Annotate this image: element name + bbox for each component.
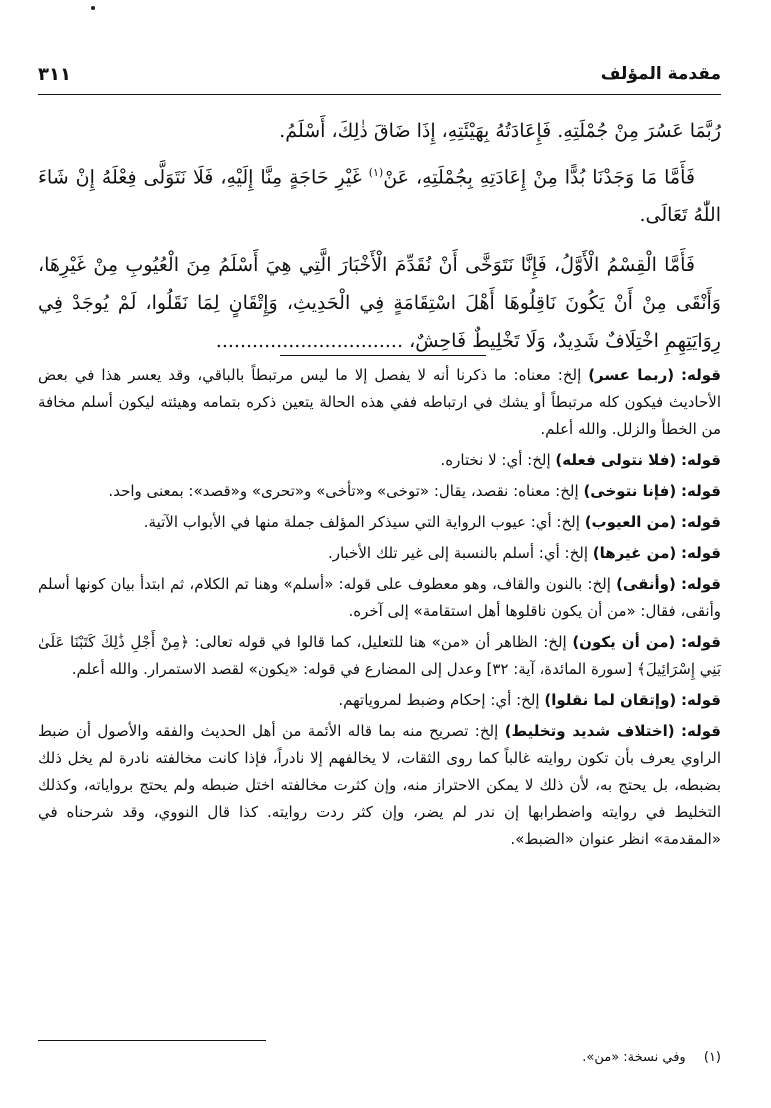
main-paragraph-2-end: غَيْرِ حَاجَةٍ مِنَّا إِلَيْهِ، فَلَا نَتَوَلَّى فِعْلَهُ إِنْ شَاءَ اللّٰهُ تَعَالَى. — [38, 166, 721, 227]
commentary-lemma: (وأنقى) — [616, 575, 676, 593]
main-paragraph-2-start: فَأَمَّا مَا وَجَدْنَا بُدًّا مِنْ إِعَادَتِهِ بِجُمْلَتِهِ، عَنْ — [383, 166, 695, 189]
commentary-lemma: (فلا نتولى فعله) — [555, 451, 677, 469]
main-paragraph-1: رُبَّمَا عَسُرَ مِنْ جُمْلَتِهِ. فَإِعَادَتُهُ بِهَيْئَتِهِ، إِذَا ضَاقَ ذٰلِكَ، أَسْلَمُ. — [279, 120, 721, 142]
commentary-lemma: (وإتقان لما نقلوا) — [544, 691, 677, 709]
commentary-text: إلخ: معناه: نقصد، يقال: «توخى» و«تأخى» و«تحرى» و«قصد»: بمعنى واحد. — [108, 482, 579, 500]
commentary-qawl: قوله: — [681, 366, 721, 384]
commentary-lemma: (اختلاف شديد وتخليط) — [504, 722, 675, 740]
commentary-qawl: قوله: — [681, 691, 721, 709]
commentary-text: إلخ: أي: إحكام وضبط لمروياتهم. — [338, 691, 540, 709]
commentary-item — [38, 718, 721, 853]
main-paragraph-3 — [38, 246, 721, 360]
commentary-item — [38, 362, 721, 443]
commentary-qawl: قوله: — [681, 513, 721, 531]
commentary-text: إلخ: أي: عيوب الرواية التي سيذكر المؤلف جملة منها في الأبواب الآتية. — [143, 513, 580, 531]
footnote-text: وفي نسخة: «من». — [582, 1050, 686, 1065]
commentary-lemma: (فإنا نتوخى) — [583, 482, 677, 500]
commentary-qawl: قوله: — [681, 482, 721, 500]
main-paragraph-2 — [38, 154, 721, 234]
commentary-item — [38, 571, 721, 625]
commentary-qawl: قوله: — [681, 451, 721, 469]
commentary-separator — [280, 355, 486, 356]
commentary-qawl: قوله: — [681, 722, 721, 740]
commentary-item — [38, 509, 721, 536]
commentary-text: إلخ: بالنون والقاف، وهو معطوف على قوله: «أسلم» وهنا تم الكلام، ثم ابتدأ بيان كونها أسلم وأنقى، فقال: «من أن يكون ناقلوها أهل استقامة» إلى آخره. — [38, 575, 721, 620]
commentary-qawl: قوله: — [681, 575, 721, 593]
commentary-lemma: (من العيوب) — [584, 513, 677, 531]
page-header — [38, 60, 721, 95]
commentary-lemma: (من غيرها) — [592, 544, 677, 562]
commentary-text: إلخ: تصريح منه بما قاله الأئمة من أهل الحديث والفقه والأصول أن ضبط الراوي يعرف بأن تكون روايته غالباً كما روى الثقات، لا يخالفهم إلا نادراً، فإذا كانت مخالفته نادرة لم يخل ذلك بضبطه، بل يحتج به، لأن ذلك لا يمكن الاحتراز منه، وإن كثرت مخالفته اختل ضبطه ولم يحتج برواياته، وكذلك التخليط في روايته واضطرابها إن ندر لم يضر، وإن كثر ردت روايته. كذا قال النووي، وقد شرحناه في «المقدمة» انظر عنوان «الضبط». — [38, 722, 721, 848]
commentary-text: إلخ: أي: لا نختاره. — [440, 451, 551, 469]
commentary-qawl: قوله: — [681, 544, 721, 562]
commentary-text: إلخ: معناه: ما ذكرنا أنه لا يفصل إلا ما ليس مرتبطاً بالباقي، وقد يعسر هذا في بعض الأحاديث فيكون كله مرتبطاً أو يشك في ارتباطه ففي هذه الحالة يتعين ذكره بتمامه وهيئته ليكون أسلم مخافة من الخطأ والزلل. والله أعلم. — [38, 366, 721, 438]
footnote-number: (١) — [703, 1050, 721, 1065]
commentary-text: إلخ: الظاهر أن «من» هنا للتعليل، كما قالوا في قوله تعالى: ﴿مِنْ أَجْلِ ذَٰلِكَ كَتَبْنَا عَلَىٰ بَنِي إِسْرَائِيلَ﴾ [سورة المائدة، آية: ٣٢] وعدل إلى المضارع في قوله: «يكون» لقصد الاستمرار. والله أعلم. — [38, 633, 721, 678]
main-paragraph-3-text: فَأَمَّا الْقِسْمُ الْأَوَّلُ، فَإِنَّا نَتَوَخَّى أَنْ نُقَدِّمَ الْأَخْبَارَ الَّتِي هِيَ أَسْلَمُ مِنَ الْعُيُوبِ مِنْ غَيْرِهَا، وَأَنْقَى مِنْ أَنْ يَكُونَ نَاقِلُوهَا أَهْلَ اسْتِقَامَةٍ فِي الْحَدِيثِ، وَإِتْقَانٍ لِمَا نَقَلُوا، لَمْ يُوجَدْ فِي رِوَايَتِهِمِ اخْتِلَافٌ شَدِيدٌ، وَلَا تَخْلِيطٌ فَاحِشٌ، — [38, 254, 721, 353]
commentary-item — [38, 687, 721, 714]
commentary-lemma: (ربما عسر) — [588, 366, 675, 384]
footnote-reference[interactable]: (١) — [368, 166, 384, 179]
print-speck — [91, 6, 95, 10]
commentary-lemma: (من أن يكون) — [572, 633, 676, 651]
commentary-item — [38, 478, 721, 505]
running-title: مقدمة المؤلف — [600, 64, 721, 84]
footnote — [582, 1050, 721, 1065]
ellipsis: ............................... — [215, 330, 404, 353]
page-number: ٣١١ — [38, 64, 71, 85]
footnote-separator — [38, 1040, 266, 1041]
commentary-section — [38, 362, 721, 857]
commentary-qawl: قوله: — [681, 633, 721, 651]
main-text — [38, 112, 721, 364]
commentary-item — [38, 447, 721, 474]
commentary-text: إلخ: أي: أسلم بالنسبة إلى غير تلك الأخبار. — [327, 544, 589, 562]
commentary-item — [38, 540, 721, 567]
commentary-item — [38, 629, 721, 683]
